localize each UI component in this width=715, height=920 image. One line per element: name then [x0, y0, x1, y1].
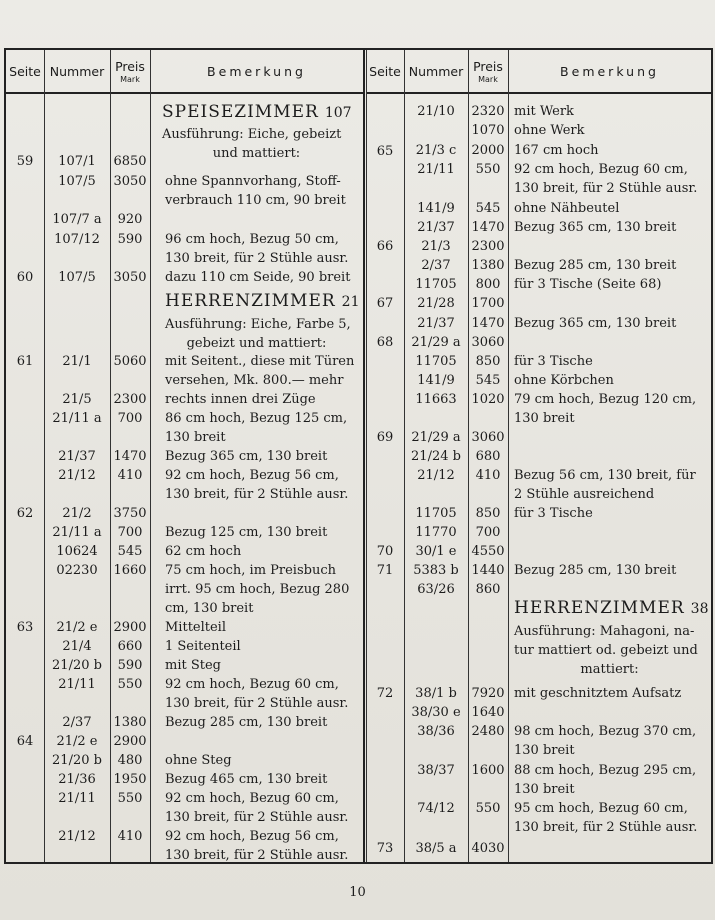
bemerkung-text: 130 breit, für 2 Stühle ausr.	[514, 820, 698, 835]
bemerkung-text: Bezug 285 cm, 130 breit	[514, 258, 677, 273]
bemerkung-text: ohne Werk	[514, 123, 585, 138]
bemerkung-text: 130 breit, für 2 Stühle ausr.	[165, 696, 349, 711]
bemerkung-text: für 3 Tische	[514, 354, 593, 369]
nummer-value: 21/24 b	[411, 449, 461, 464]
bemerkung-text: versehen, Mk. 800.— mehr	[165, 373, 344, 388]
preis-value: 1470	[113, 449, 147, 464]
header-nummer-right	[404, 50, 468, 94]
nummer-value: 10624	[56, 544, 98, 559]
preis-value: 850	[475, 354, 501, 369]
bemerkung-text: 92 cm hoch, Bezug 56 cm,	[165, 468, 339, 483]
preis-value: 3050	[113, 174, 147, 189]
preis-value: 5060	[113, 354, 147, 369]
bemerkung-text: Bezug 56 cm, 130 breit, für	[514, 468, 696, 483]
bemerkung-text: Bezug 285 cm, 130 breit	[165, 715, 328, 730]
nummer-value: 5383 b	[413, 563, 459, 578]
nummer-value: 21/29 a	[411, 335, 461, 350]
seite-value: 68	[376, 335, 394, 350]
preis-value: 850	[475, 506, 501, 521]
model-number: 107	[324, 105, 352, 121]
preis-value: 800	[475, 277, 501, 292]
bemerkung-text: cm, 130 breit	[165, 601, 254, 616]
column-divider	[366, 50, 367, 862]
header-seite-left	[6, 50, 44, 94]
preis-value: 410	[117, 468, 143, 483]
bemerkung-text: 1 Seitenteil	[165, 639, 241, 654]
preis-value: 1470	[471, 316, 505, 331]
header-label: Seite	[369, 63, 401, 79]
preis-value: 4030	[471, 841, 505, 856]
section-title: HERRENZIMMER	[165, 291, 336, 311]
preis-value: 480	[117, 753, 143, 768]
preis-value: 1660	[113, 563, 147, 578]
preis-value: 860	[475, 582, 501, 597]
header-preis-left	[110, 50, 150, 94]
bemerkung-text: 130 breit, für 2 Stühle ausr.	[165, 487, 349, 502]
bemerkung-text: 75 cm hoch, im Preisbuch	[165, 563, 336, 578]
nummer-value: 02230	[56, 563, 98, 578]
nummer-value: 21/37	[417, 220, 455, 235]
bemerkung-text: Bezug 365 cm, 130 breit	[165, 449, 328, 464]
preis-value: 550	[475, 801, 501, 816]
nummer-value: 21/4	[62, 639, 92, 654]
bemerkung-text: 79 cm hoch, Bezug 120 cm,	[514, 392, 697, 407]
preis-value: 545	[475, 201, 501, 216]
nummer-value: 38/5 a	[415, 841, 457, 856]
seite-value: 63	[16, 620, 34, 635]
column-rule	[150, 50, 151, 862]
seite-value: 71	[376, 563, 394, 578]
preis-value: 1380	[113, 715, 147, 730]
nummer-value: 141/9	[417, 201, 455, 216]
preis-value: 1600	[471, 763, 505, 778]
preis-value: 1020	[471, 392, 505, 407]
model-number: 21	[341, 294, 360, 310]
finish-note: gebeizt und mattiert:	[186, 336, 327, 351]
bemerkung-text: 92 cm hoch, Bezug 60 cm,	[165, 791, 339, 806]
finish-note: tur mattiert od. gebeizt und	[514, 643, 698, 658]
bemerkung-text: 92 cm hoch, Bezug 60 cm,	[165, 677, 339, 692]
finish-note: mattiert:	[580, 662, 639, 677]
bemerkung-text: Bezug 365 cm, 130 breit	[514, 316, 677, 331]
nummer-value: 11705	[415, 506, 457, 521]
bemerkung-text: Mittelteil	[165, 620, 227, 635]
preis-value: 2900	[113, 734, 147, 749]
nummer-value: 21/11 a	[52, 411, 102, 426]
seite-value: 60	[16, 270, 34, 285]
preis-value: 545	[117, 544, 143, 559]
nummer-value: 11663	[415, 392, 457, 407]
bemerkung-text: 130 breit, für 2 Stühle ausr.	[165, 251, 349, 266]
bemerkung-text: 86 cm hoch, Bezug 125 cm,	[165, 411, 348, 426]
preis-value: 700	[475, 525, 501, 540]
preis-value: 3050	[113, 270, 147, 285]
column-rule	[508, 50, 509, 862]
nummer-value: 21/11	[58, 791, 96, 806]
bemerkung-text: für 3 Tische	[514, 506, 593, 521]
header-label: Nummer	[49, 63, 105, 79]
bemerkung-text: 130 breit, für 2 Stühle ausr.	[514, 181, 698, 196]
header-label: Bemerkung	[207, 63, 306, 79]
bemerkung-text: 96 cm hoch, Bezug 50 cm,	[165, 232, 339, 247]
nummer-value: 107/5	[58, 174, 96, 189]
preis-value: 2300	[113, 392, 147, 407]
bemerkung-text: 98 cm hoch, Bezug 370 cm,	[514, 724, 697, 739]
seite-value: 73	[376, 841, 394, 856]
seite-value: 72	[376, 686, 394, 701]
bemerkung-text: 92 cm hoch, Bezug 60 cm,	[514, 162, 688, 177]
nummer-value: 38/30 e	[411, 705, 461, 720]
preis-value: 700	[117, 525, 143, 540]
header-label: Preis	[115, 58, 145, 74]
header-label: Bemerkung	[560, 63, 659, 79]
nummer-value: 107/5	[58, 270, 96, 285]
nummer-value: 63/26	[417, 582, 455, 597]
preis-value: 4550	[471, 544, 505, 559]
nummer-value: 21/3	[421, 239, 451, 254]
nummer-value: 21/10	[417, 104, 455, 119]
nummer-value: 30/1 e	[415, 544, 457, 559]
header-sublabel: Mark	[478, 74, 498, 84]
preis-value: 3060	[471, 335, 505, 350]
bemerkung-text: irrt. 95 cm hoch, Bezug 280	[165, 582, 350, 597]
preis-value: 3060	[471, 430, 505, 445]
section-title: HERRENZIMMER	[514, 598, 685, 618]
column-divider	[363, 50, 365, 862]
bemerkung-text: ohne Steg	[165, 753, 232, 768]
preis-value: 2900	[113, 620, 147, 635]
section-title-herrenzimmer-21	[165, 290, 360, 313]
section-title-speisezimmer	[162, 101, 352, 124]
preis-value: 1700	[471, 296, 505, 311]
bemerkung-text: 88 cm hoch, Bezug 295 cm,	[514, 763, 697, 778]
bemerkung-text: 130 breit, für 2 Stühle ausr.	[165, 848, 349, 863]
nummer-value: 38/36	[417, 724, 455, 739]
seite-value: 67	[376, 296, 394, 311]
bemerkung-text: verbrauch 110 cm, 90 breit	[165, 193, 346, 208]
seite-value: 69	[376, 430, 394, 445]
nummer-value: 2/37	[421, 258, 451, 273]
nummer-value: 21/20 b	[52, 753, 102, 768]
bemerkung-text: mit Werk	[514, 104, 574, 119]
preis-value: 2000	[471, 143, 505, 158]
nummer-value: 21/28	[417, 296, 455, 311]
nummer-value: 21/12	[58, 829, 96, 844]
nummer-value: 11770	[415, 525, 457, 540]
bemerkung-text: Bezug 465 cm, 130 breit	[165, 772, 328, 787]
preis-value: 410	[117, 829, 143, 844]
nummer-value: 38/37	[417, 763, 455, 778]
preis-value: 1440	[471, 563, 505, 578]
nummer-value: 21/29 a	[411, 430, 461, 445]
nummer-value: 21/37	[58, 449, 96, 464]
nummer-value: 21/2	[62, 506, 92, 521]
bemerkung-text: für 3 Tische (Seite 68)	[514, 277, 662, 292]
bemerkung-text: dazu 110 cm Seide, 90 breit	[165, 270, 351, 285]
bemerkung-text: rechts innen drei Züge	[165, 392, 316, 407]
nummer-value: 21/11	[58, 677, 96, 692]
nummer-value: 11705	[415, 354, 457, 369]
bemerkung-text: 2 Stühle ausreichend	[514, 487, 655, 502]
preis-value: 550	[475, 162, 501, 177]
bemerkung-text: 130 breit	[165, 430, 226, 445]
nummer-value: 21/5	[62, 392, 92, 407]
nummer-value: 2/37	[62, 715, 92, 730]
seite-value: 62	[16, 506, 34, 521]
header-label: Seite	[9, 63, 41, 79]
nummer-value: 21/36	[58, 772, 96, 787]
preis-value: 700	[117, 411, 143, 426]
header-label: Preis	[473, 58, 503, 74]
nummer-value: 21/1	[62, 354, 92, 369]
finish-note: und mattiert:	[212, 146, 301, 161]
header-bemerkung-right	[508, 50, 711, 94]
preis-value: 590	[117, 658, 143, 673]
seite-value: 70	[376, 544, 394, 559]
nummer-value: 21/12	[417, 468, 455, 483]
nummer-value: 107/12	[54, 232, 100, 247]
header-nummer-left	[44, 50, 110, 94]
bemerkung-text: mit Steg	[165, 658, 221, 673]
preis-value: 1470	[471, 220, 505, 235]
bemerkung-text: mit geschnitztem Aufsatz	[514, 686, 682, 701]
nummer-value: 21/12	[58, 468, 96, 483]
nummer-value: 38/1 b	[415, 686, 457, 701]
bemerkung-text: ohne Nähbeutel	[514, 201, 620, 216]
header-preis-right	[468, 50, 508, 94]
nummer-value: 21/3 c	[415, 143, 457, 158]
page-number: 10	[349, 885, 366, 900]
seite-value: 66	[376, 239, 394, 254]
bemerkung-text: 130 breit	[514, 782, 575, 797]
finish-note: Ausführung: Eiche, Farbe 5,	[165, 317, 351, 332]
bemerkung-text: 95 cm hoch, Bezug 60 cm,	[514, 801, 688, 816]
preis-value: 2300	[471, 239, 505, 254]
bemerkung-text: 130 breit, für 2 Stühle ausr.	[165, 810, 349, 825]
preis-value: 1070	[471, 123, 505, 138]
bemerkung-text: ohne Körbchen	[514, 373, 614, 388]
finish-note: Ausführung: Eiche, gebeizt	[162, 127, 342, 142]
price-table	[4, 48, 713, 864]
nummer-value: 21/37	[417, 316, 455, 331]
bemerkung-text: 167 cm hoch	[514, 143, 599, 158]
header-sublabel: Mark	[120, 74, 140, 84]
model-number: 38	[690, 601, 709, 617]
nummer-value: 141/9	[417, 373, 455, 388]
bemerkung-text: 62 cm hoch	[165, 544, 242, 559]
seite-value: 61	[16, 354, 34, 369]
bemerkung-text: 130 breit	[514, 743, 575, 758]
preis-value: 6850	[113, 154, 147, 169]
bemerkung-text: 130 breit	[514, 411, 575, 426]
header-seite-right	[366, 50, 404, 94]
nummer-value: 74/12	[417, 801, 455, 816]
preis-value: 1380	[471, 258, 505, 273]
bemerkung-text: 92 cm hoch, Bezug 56 cm,	[165, 829, 339, 844]
finish-note: Ausführung: Mahagoni, na-	[514, 624, 695, 639]
nummer-value: 21/2 e	[56, 734, 98, 749]
seite-value: 65	[376, 144, 394, 159]
preis-value: 410	[475, 468, 501, 483]
nummer-value: 21/11	[417, 162, 455, 177]
preis-value: 660	[117, 639, 143, 654]
bemerkung-text: Bezug 285 cm, 130 breit	[514, 563, 677, 578]
bemerkung-text: ohne Spannvorhang, Stoff-	[165, 174, 341, 189]
seite-value: 59	[16, 154, 34, 169]
nummer-value: 11705	[415, 277, 457, 292]
bemerkung-text: Bezug 125 cm, 130 breit	[165, 525, 328, 540]
preis-value: 2480	[471, 724, 505, 739]
preis-value: 545	[475, 373, 501, 388]
nummer-value: 21/20 b	[52, 658, 102, 673]
preis-value: 680	[475, 449, 501, 464]
preis-value: 590	[117, 232, 143, 247]
nummer-value: 107/7 a	[52, 212, 102, 227]
seite-value: 64	[16, 734, 34, 749]
section-title-herrenzimmer-38	[514, 597, 709, 620]
preis-value: 550	[117, 791, 143, 806]
header-label: Nummer	[408, 63, 464, 79]
preis-value: 3750	[113, 506, 147, 521]
nummer-value: 21/11 a	[52, 525, 102, 540]
preis-value: 1950	[113, 772, 147, 787]
nummer-value: 107/1	[58, 154, 96, 169]
preis-value: 7920	[471, 686, 505, 701]
preis-value: 1640	[471, 705, 505, 720]
preis-value: 2320	[471, 104, 505, 119]
preis-value: 920	[117, 212, 143, 227]
section-title: SPEISEZIMMER	[162, 102, 319, 122]
header-bemerkung-left	[150, 50, 363, 94]
preis-value: 550	[117, 677, 143, 692]
bemerkung-text: mit Seitent., diese mit Türen	[165, 354, 355, 369]
bemerkung-text: Bezug 365 cm, 130 breit	[514, 220, 677, 235]
nummer-value: 21/2 e	[56, 620, 98, 635]
